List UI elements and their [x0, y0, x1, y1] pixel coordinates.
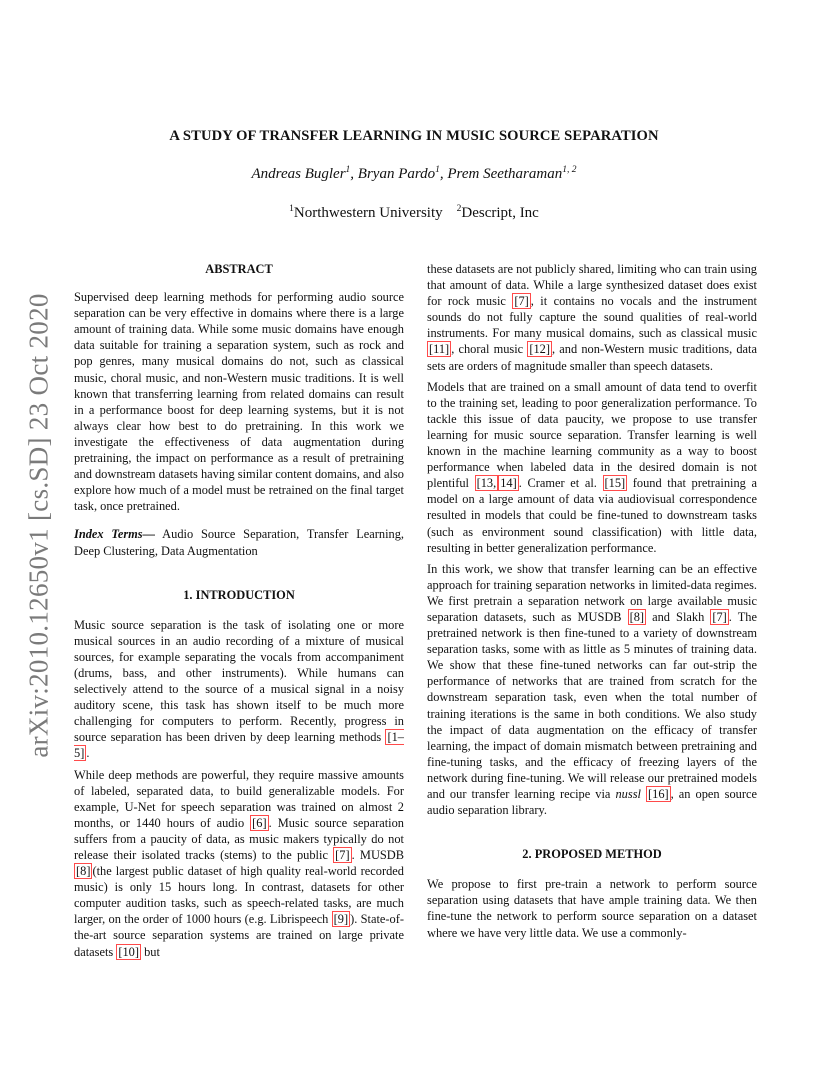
right-column: [427, 261, 757, 946]
text-run: , choral music: [451, 342, 528, 357]
text-run: these datasets are not publicly shared, limiting who can train using that amount of data. While a large synthesized dataset does exist for rock music: [427, 262, 757, 309]
citation-link[interactable]: [6]: [252, 815, 267, 830]
author-list: [0, 166, 828, 183]
nussl-name: nussl: [615, 787, 641, 801]
citation-link[interactable]: 14]: [500, 476, 517, 491]
affiliation-list: [0, 205, 828, 222]
abstract-text: Supervised deep learning methods for performing audio source separation can be very effective in domains where there is a large amount of training data. While some music domains have enough data suitable for training a separation system, such as rock and pop genres, many musical domains do not, such as classical music, choral music, and non-Western music traditions. It is well known that transferring learning from related domains can result in a performance boost for deep learning systems, but it is not always clear how best to do pretraining. In this work we investigate the effectiveness of data augmentation during pretraining, the impact on performance as a result of pretraining and downstream datasets having similar content domains, and also explore how much of a model must be retrained on the final target task, once pretrained.: [74, 290, 404, 514]
citation-link[interactable]: [8]: [629, 609, 645, 624]
left-column: [74, 261, 404, 965]
affiliation: Northwestern University: [293, 205, 443, 221]
method-paragraph-1: We propose to first pre-train a network to perform source separation using datasets that have ample training data. We then fine-tune the network to perform source separation on a dataset where we have very little data. We use a commonly-: [427, 877, 757, 940]
intro-paragraph-2-continued: [427, 261, 757, 374]
arxiv-identifier: arXiv:2010.12650v1 [cs.SD] 23 Oct 2020: [23, 292, 54, 758]
intro-paragraph-2: [74, 767, 404, 960]
text-run: but: [140, 944, 160, 959]
citation-link[interactable]: [16]: [648, 787, 669, 801]
text-run: While deep methods are powerful, they require massive amounts of labeled, separated data, to build generalizable models. For example, U-Net for speech separation was trained on almost 2 months, or 1440 hours of audio: [74, 767, 404, 830]
text-run: In this work, we show that transfer learning can be an effective approach for training separation networks in limited-data regimes. We first pretrain a separation network on large available music separation datasets, such as MUSDB: [427, 561, 757, 624]
affil-mark: 1: [289, 204, 294, 214]
author-separator: ,: [350, 166, 358, 182]
text-run: , an open source audio separation library.: [427, 787, 758, 818]
citation-link[interactable]: [7]: [514, 294, 529, 309]
citation-link[interactable]: [10]: [118, 944, 139, 959]
section-heading-introduction: 1. INTRODUCTION: [183, 587, 295, 602]
intro-paragraph-4: [427, 561, 757, 819]
index-terms: [74, 526, 404, 558]
abstract-heading: ABSTRACT: [205, 262, 273, 276]
citation-link[interactable]: [13,: [476, 476, 497, 491]
text-run: . Music source separation suffers from a paucity of data, as music makers typically do not release their isolated tracks (stems) to the public: [74, 815, 404, 862]
text-run: ). State-of-the-art source separation systems are trained on large private datasets: [74, 912, 404, 959]
citation-link[interactable]: [15]: [604, 476, 626, 491]
citation-link[interactable]: [8]: [76, 864, 91, 879]
text-run: (the largest public dataset of high quality real-world recorded music) is only 15 hours long. In contrast, datasets for other computer audition tasks, such as speech-related tasks, are much larger, on the order of 1000 hours (e.g. Librispeech: [74, 864, 404, 927]
text-run: . Cramer et al.: [518, 476, 603, 491]
text-run: Music source separation is the task of isolating one or more musical sources in an audio recording of a mixture of musical sources, for example separating the vocals from accompaniment (drums, bass, and other instruments). While humans can selectively attend to the source of a musical signal in a noisy auditory scene, this task has shown itself to be much more challenging for computers to perform. Recently, progress in source separation has been driven by deep learning methods: [74, 617, 404, 745]
index-terms-label: Index Terms—: [74, 527, 156, 542]
text-run: . The pretrained network is then fine-tuned to a variety of downstream separation tasks, some with as little as 5 minutes of training data. We show that these fine-tuned networks can far out-strip the performance of networks that are trained from scratch for the downstream separation task, even when the total number of training iterations is the same in both conditions. We also study the impact of data augmentation on the efficacy of transfer learning, the impact of domain mismatch between pretraining and fine-tuning tasks, and the efficacy of freezing layers of the network during fine-tuning. We will release our pretrained models and our transfer learning recipe via: [427, 609, 757, 801]
intro-paragraph-3: [427, 379, 757, 556]
author-affil-mark: 1: [345, 165, 351, 175]
paper-title: A STUDY OF TRANSFER LEARNING IN MUSIC SOURCE SEPARATION: [169, 128, 659, 144]
intro-paragraph-1: [74, 617, 404, 762]
text-run: , and non-Western music traditions, data sets are orders of magnitude smaller than speech datasets.: [427, 342, 757, 373]
citation-link[interactable]: [7]: [335, 848, 350, 862]
author-name: Bryan Pardo: [357, 166, 436, 182]
author-name: Andreas Bugler: [251, 166, 346, 182]
author-affil-mark: 1, 2: [562, 165, 577, 175]
text-run: .: [86, 746, 90, 761]
text-run: and Slakh: [646, 609, 711, 624]
text-run: Models that are trained on a small amount of data tend to overfit to the training set, leading to poor generalization performance. To tackle this issue of data paucity, we propose to use transfer learning for music source separation. Transfer learning is well known in the machine learning community as a way to boost performance when labeled data in the desired domain is not plentiful: [427, 379, 757, 491]
citation-link[interactable]: [11]: [429, 342, 450, 357]
affiliation: Descript, Inc: [461, 205, 539, 221]
text-run: , it contains no vocals and the instrument sounds do not fully capture the sound qualities of real-world instruments. For many musical domains, such as classical music: [427, 294, 758, 341]
index-terms-text: Audio Source Separation, Transfer Learning, Deep Clustering, Data Augmentation: [74, 527, 405, 558]
author-separator: ,: [439, 166, 448, 182]
arxiv-sidebar-stamp: [19, 290, 59, 760]
author-affil-mark: 1: [435, 165, 440, 175]
author-name: Prem Seetharaman: [447, 166, 563, 182]
affil-mark: 2: [456, 204, 462, 214]
text-run: . MUSDB: [351, 848, 404, 862]
text-run: found that pretraining a model on a large amount of data via audiovisual correspondence resulted in models that could be fine-tuned to downstream tasks (such as environment sound classification) with little data, resulting in better generalization performance.: [427, 476, 757, 555]
citation-link[interactable]: [9]: [333, 912, 349, 927]
citation-link[interactable]: [1–5]: [74, 730, 404, 761]
citation-link[interactable]: [7]: [712, 609, 727, 624]
section-heading-proposed-method: 2. PROPOSED METHOD: [522, 847, 662, 862]
citation-link[interactable]: [12]: [529, 342, 551, 357]
